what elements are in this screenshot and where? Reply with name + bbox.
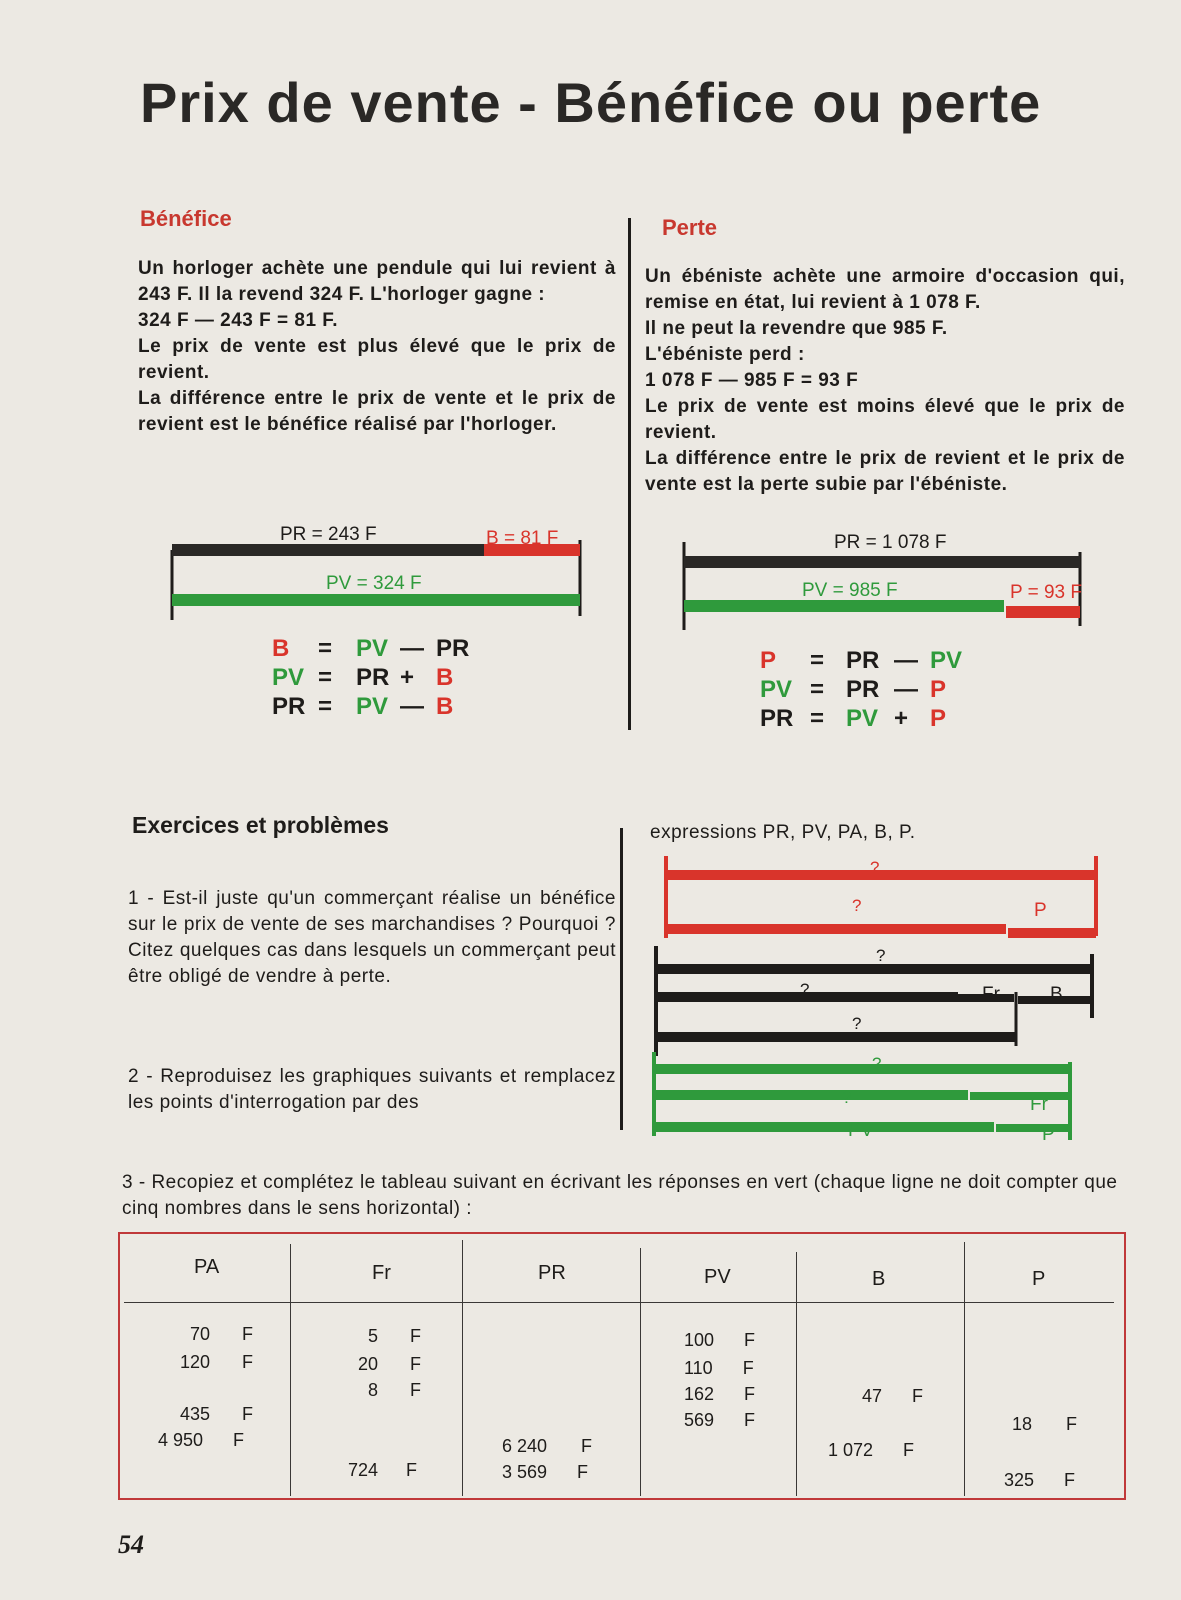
- pr-label: PR = 243 F: [280, 524, 377, 545]
- table-cell-pv: 162 F: [684, 1384, 756, 1404]
- exercise-1: 1 - Est-il juste qu'un commerçant réalise un bénéfice sur le prix de vente de ses marchandises ? Pourquoi ? Citez quelques cas dans lesquels un commerçant peut être obligé de vendre à perte.: [128, 888, 616, 987]
- table-column-line: [640, 1248, 641, 1496]
- formula-op: =: [318, 635, 333, 662]
- formula-term: P: [930, 705, 947, 732]
- green-bar-top: [654, 1064, 1070, 1074]
- table-cell-b: 47 F: [862, 1386, 924, 1406]
- red-bar-right: [1008, 928, 1096, 938]
- formula-term: B: [436, 664, 454, 691]
- benefice-text: [138, 256, 616, 438]
- table-cell-fr: 8 F: [368, 1380, 422, 1400]
- perte-line: La différence entre le prix de revient et le prix de vente est la perte subie par l'ébéniste.: [645, 448, 1125, 495]
- formula-term: P: [760, 647, 777, 674]
- graph-question: ?: [876, 946, 886, 965]
- green-bar-p: [996, 1124, 1070, 1132]
- formula-row: [272, 663, 469, 692]
- page-title: Prix de vente - Bénéfice ou perte: [140, 71, 1042, 134]
- graph-question: ?: [870, 858, 880, 877]
- exercise-table: [118, 1232, 1126, 1500]
- graph-p-label: P: [1042, 1124, 1055, 1145]
- exercices-heading: Exercices et problèmes: [132, 812, 389, 838]
- formula-term: PV: [356, 635, 389, 662]
- benefice-line: La différence entre le prix de vente et le prix de revient est le bénéfice réalisé par l'horloger.: [138, 388, 616, 435]
- green-bar-fr: [970, 1092, 1070, 1100]
- table-column-line: [964, 1242, 965, 1496]
- formula-term: PV: [930, 647, 963, 674]
- formula-term: PR: [846, 676, 880, 703]
- table-cell-fr: 20 F: [358, 1354, 422, 1374]
- table-column-line: [290, 1244, 291, 1496]
- table-cell-pv: 569 F: [684, 1410, 756, 1430]
- formula-term: P: [930, 676, 947, 703]
- formula-term: PR: [356, 664, 390, 691]
- graph-question: ?: [852, 1014, 862, 1033]
- perte-line: Un ébéniste achète une armoire d'occasion qui, remise en état, lui revient à 1 078 F.: [645, 266, 1125, 313]
- formula-op: +: [894, 705, 909, 732]
- perte-line: Le prix de vente est moins élevé que le prix de revient.: [645, 396, 1125, 443]
- formula-term: PR: [846, 647, 880, 674]
- formula-term: B: [272, 635, 290, 662]
- graph-b-label: B: [1050, 984, 1063, 1005]
- green-bar-bottom: [654, 1122, 994, 1132]
- black-bar-top: [656, 964, 1092, 974]
- formula-row: [760, 704, 962, 733]
- red-bar-left: [666, 924, 1006, 934]
- column-divider: [620, 828, 623, 1130]
- pr-bar: [684, 556, 1080, 568]
- exercise-2: 2 - Reproduisez les graphiques suivants et remplacez les points d'interrogation par des: [128, 1066, 616, 1113]
- graph-question: ?: [842, 1088, 852, 1107]
- perte-line: L'ébéniste perd :: [645, 344, 805, 365]
- table-cell-pa: 435 F: [180, 1404, 254, 1424]
- formula-op: =: [318, 693, 333, 720]
- red-bar-top: [666, 870, 1096, 880]
- formula-term: PV: [356, 693, 389, 720]
- benefice-line: Un horloger achète une pendule qui lui revient à 243 F. Il la revend 324 F. L'horloger gagne :: [138, 258, 616, 305]
- formula-op: —: [894, 676, 918, 703]
- pv-bar: [172, 594, 580, 606]
- perte-formulas: [760, 646, 962, 733]
- formula-row: [760, 675, 962, 704]
- perte-line: Il ne peut la revendre que 985 F.: [645, 318, 948, 339]
- formula-term: PR: [760, 705, 794, 732]
- pv-label: PV = 985 F: [802, 580, 898, 601]
- table-header: B: [872, 1268, 886, 1290]
- table-header: PA: [194, 1256, 220, 1278]
- black-bar-bottom: [656, 1032, 1016, 1042]
- table-header: PV: [704, 1266, 731, 1288]
- p-bar: [1006, 606, 1080, 618]
- table-cell-p: 18 F: [1012, 1414, 1078, 1434]
- graph-question: ?: [872, 1054, 882, 1073]
- formula-term: PV: [760, 676, 793, 703]
- b-label: B = 81 F: [486, 528, 559, 549]
- table-cell-p: 325 F: [1004, 1470, 1076, 1490]
- table-cell-fr: 5 F: [368, 1326, 422, 1346]
- formula-row: [272, 692, 469, 721]
- table-cell-pa: 120 F: [180, 1352, 254, 1372]
- table-cell-fr: 724 F: [348, 1460, 418, 1480]
- table-column-line: [462, 1240, 463, 1496]
- green-bar-mid: [654, 1090, 968, 1100]
- formula-op: =: [810, 647, 825, 674]
- benefice-heading: Bénéfice: [140, 206, 232, 231]
- formula-row: [760, 646, 962, 675]
- formula-term: PR: [272, 693, 306, 720]
- formula-term: PV: [272, 664, 305, 691]
- benefice-line: Le prix de vente est plus élevé que le prix de revient.: [138, 336, 616, 383]
- table-cell-pa: 4 950 F: [158, 1430, 245, 1450]
- table-column-line: [796, 1252, 797, 1496]
- formula-row: [272, 634, 469, 663]
- graph-question: ?: [800, 980, 810, 999]
- benefice-formulas: [272, 634, 469, 721]
- formula-op: =: [318, 664, 333, 691]
- formula-term: PR: [436, 635, 470, 662]
- table-cell-b: 1 072 F: [828, 1440, 915, 1460]
- exercise-2-continued: expressions PR, PV, PA, B, P.: [650, 822, 916, 843]
- graph-pv-label: PV: [848, 1120, 874, 1141]
- formula-op: =: [810, 676, 825, 703]
- graph-fr-label: Fr: [982, 984, 1000, 1005]
- perte-line: 1 078 F — 985 F = 93 F: [645, 370, 859, 391]
- page-number: 54: [118, 1530, 144, 1559]
- table-cell-pv: 100 F: [684, 1330, 756, 1350]
- formula-op: —: [894, 647, 918, 674]
- pr-label: PR = 1 078 F: [834, 532, 947, 553]
- graph-question: ?: [852, 896, 862, 915]
- table-header: P: [1032, 1268, 1046, 1290]
- formula-term: PV: [846, 705, 879, 732]
- formula-op: —: [400, 635, 424, 662]
- formula-op: =: [810, 705, 825, 732]
- table-cell-pa: 70 F: [190, 1324, 254, 1344]
- benefice-line: 324 F — 243 F = 81 F.: [138, 310, 339, 331]
- perte-heading: Perte: [662, 215, 718, 240]
- table-cell-pr: 6 240 F: [502, 1436, 593, 1456]
- table-header-line: [124, 1302, 1114, 1303]
- perte-text: [645, 264, 1125, 498]
- formula-term: B: [436, 693, 454, 720]
- table-cell-pv: 110 F: [684, 1358, 754, 1378]
- p-label: P = 93 F: [1010, 582, 1083, 603]
- table-cell-pr: 3 569 F: [502, 1462, 589, 1482]
- column-divider: [628, 218, 631, 730]
- table-header: PR: [538, 1262, 566, 1284]
- table-header: Fr: [372, 1262, 391, 1284]
- formula-op: —: [400, 693, 424, 720]
- graph-fr-label: Fr: [1030, 1094, 1048, 1115]
- formula-op: +: [400, 664, 415, 691]
- graph-p-label: P: [1034, 900, 1047, 921]
- exercise-3: 3 - Recopiez et complétez le tableau suivant en écrivant les réponses en vert (chaque ligne ne doit compter que cinq nombres dans le sens horizontal) :: [122, 1172, 1118, 1219]
- pv-label: PV = 324 F: [326, 573, 422, 594]
